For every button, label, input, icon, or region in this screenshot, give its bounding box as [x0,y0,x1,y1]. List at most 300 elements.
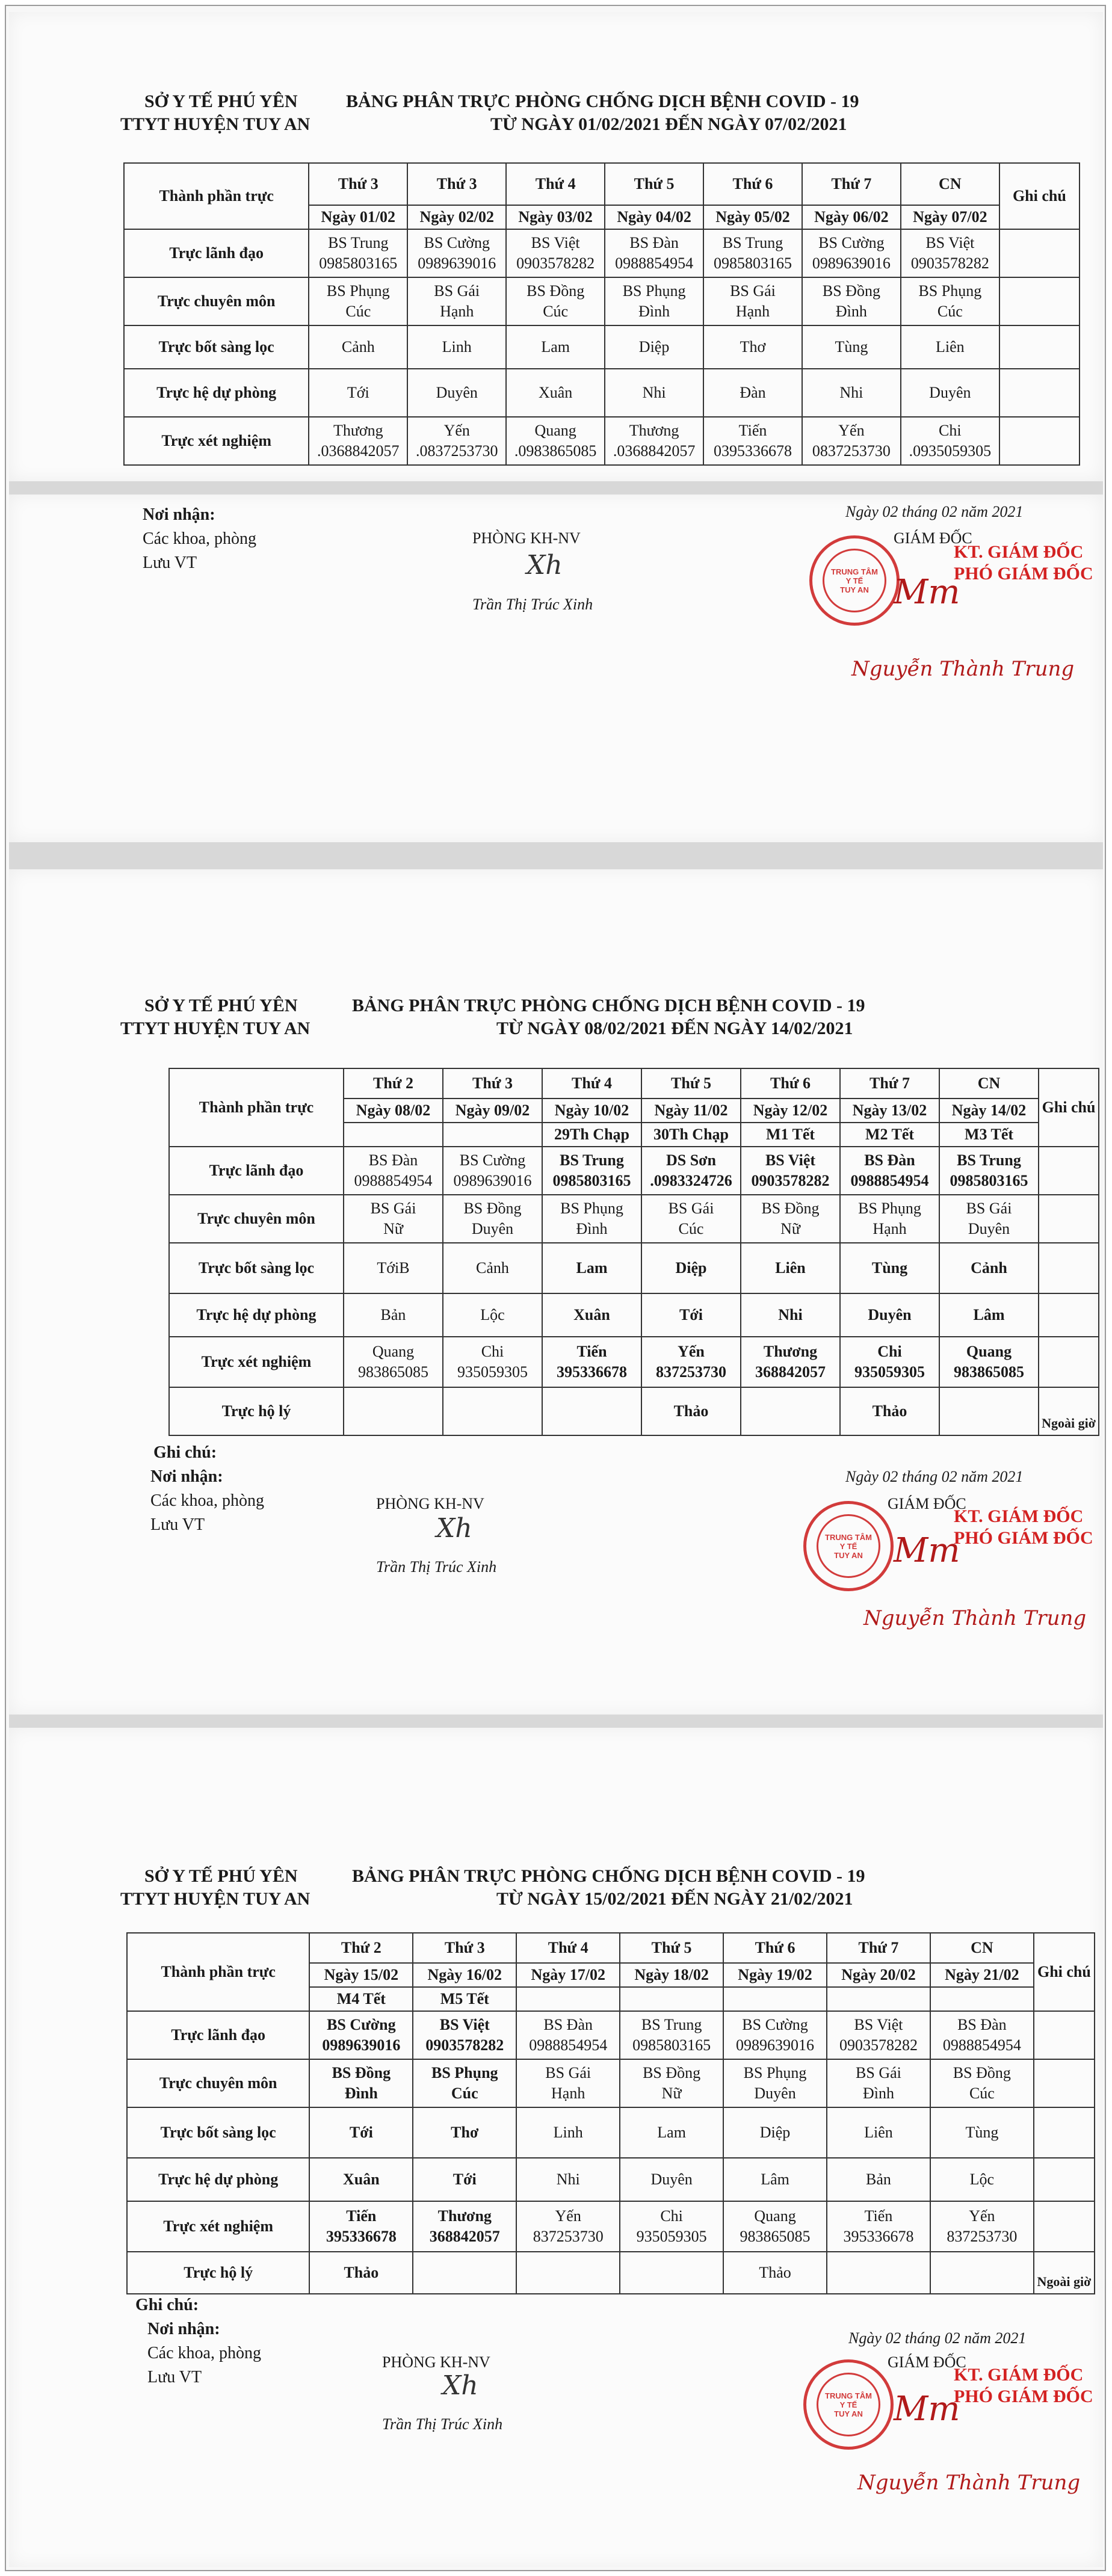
duty-cell-line: 0903578282 [425,2036,504,2054]
sheet3-footer-left [129,2293,261,2390]
sheet3-title-block [352,1865,865,1911]
duty-cell [605,277,703,325]
duty-cell-line: BS Trung [722,234,783,251]
duty-cell-line: Lộc [969,2171,995,2188]
note-cell [999,277,1080,325]
weekday-header: Thứ 4 [516,1933,620,1963]
duty-cell-line: Nữ [780,1220,800,1237]
duty-cell-line: Cảnh [476,1259,509,1277]
duty-role-label: Trực lãnh đạo [169,1147,344,1195]
duty-cell [723,2011,827,2059]
duty-cell-line: Yến [969,2207,995,2225]
duty-cell [620,2201,723,2252]
duty-cell-line: Tiến [576,1343,607,1360]
duty-cell-line: Yến [838,422,865,439]
duty-cell [641,1195,741,1243]
duty-cell-line: Lam [657,2124,686,2141]
giam-doc-label: GIÁM ĐỐC [888,1495,966,1512]
duty-cell-line: Duyên [929,384,971,401]
duty-cell [309,2201,413,2252]
duty-cell-line: 0903578282 [751,1172,830,1189]
duty-cell [939,1195,1039,1243]
note-cell [1039,1195,1099,1243]
duty-role-label: Trực hộ lý [169,1387,344,1435]
duty-cell-line: Xuân [538,384,573,401]
duty-role-label: Trực xét nghiệm [169,1337,344,1387]
holiday-label [827,1987,930,2011]
duty-cell [930,2011,1034,2059]
weekday-header: Thứ 2 [309,1933,413,1963]
document-title: BẢNG PHÂN TRỰC PHÒNG CHỐNG DỊCH BỆNH COVID - 19 [352,1866,865,1886]
duty-cell-line: Quang [372,1343,415,1360]
noi-nhan-label: Nơi nhận: [150,1467,223,1486]
duty-cell [344,1387,443,1435]
note-cell [1034,2011,1095,2059]
date-header: Ngày 05/02 [703,205,802,229]
duty-cell [620,2158,723,2201]
duty-cell-line: Thơ [740,338,766,356]
duty-cell-line: BS Trung [641,2016,702,2033]
duty-cell [930,2107,1034,2158]
holiday-label: 30Th Chạp [641,1123,741,1147]
duty-cell-line: 0989639016 [812,254,891,272]
recipient-2: Lưu VT [143,553,197,572]
note-cell [999,369,1080,417]
duty-cell [542,1387,641,1435]
date-header: Ngày 03/02 [506,205,605,229]
sheet1-org-header [120,90,310,136]
duty-cell [506,369,605,417]
signed-date: Ngày 02 tháng 02 năm 2021 [845,1468,1024,1485]
duty-role-label: Trực hộ lý [127,2252,309,2294]
duty-cell-line: BS Cường [327,2016,396,2033]
duty-cell [309,2252,413,2294]
duty-cell [605,325,703,369]
duty-cell-line: Cúc [345,303,371,320]
duty-cell [413,2107,516,2158]
duty-cell-line: 983865085 [358,1363,428,1381]
duty-role-label: Trực bốt sàng lọc [127,2107,309,2158]
duty-cell [939,1293,1039,1337]
date-header: Ngày 11/02 [641,1098,741,1123]
recipient-2: Lưu VT [147,2368,202,2386]
duty-cell-line: Hạnh [735,303,770,320]
page-divider [9,842,1103,869]
duty-cell-line: Đình [576,1220,608,1237]
duty-cell [840,1195,939,1243]
date-header: Ngày 21/02 [930,1963,1034,1987]
duty-cell [605,417,703,465]
duty-row [169,1387,1099,1435]
duty-cell [407,417,506,465]
duty-cell [407,229,506,277]
duty-cell-line: BS Đồng [527,282,585,300]
duty-cell [407,277,506,325]
dept-label: PHÒNG KH-NV [472,529,581,547]
note-cell [999,229,1080,277]
duty-row [127,2011,1095,2059]
duty-cell-line: 0837253730 [812,442,891,460]
duty-cell-line: 837253730 [533,2228,604,2245]
duty-cell-line: Thương [763,1343,818,1360]
duty-cell [344,1147,443,1195]
org-line2: TTYT HUYỆN TUY AN [120,114,310,134]
duty-cell [309,369,407,417]
duty-cell-line: Yến [555,2207,581,2225]
duty-cell-line: 983865085 [954,1363,1024,1381]
giam-doc-label: GIÁM ĐỐC [894,529,972,547]
weekday-header: Thứ 7 [840,1068,939,1098]
weekday-header: Thứ 3 [309,163,407,205]
duty-cell-line: Đình [638,303,670,320]
duty-cell [443,1387,542,1435]
duty-cell [620,2059,723,2107]
duty-cell [723,2158,827,2201]
duty-cell [309,277,407,325]
duty-cell [802,229,901,277]
duty-cell [901,369,999,417]
duty-cell-line: BS Phụng [743,2064,807,2081]
sheet2-page [9,869,1103,1715]
duty-cell-line: Diệp [759,2124,791,2141]
duty-cell-line: .0983865085 [514,442,597,460]
duty-cell-line: Hạnh [873,1220,907,1237]
duty-cell-line: Yến [443,422,470,439]
note-cell [999,325,1080,369]
duty-cell [723,2059,827,2107]
duty-cell [542,1293,641,1337]
duty-cell-line: 983865085 [740,2228,811,2245]
duty-cell-line: Linh [442,338,472,356]
duty-cell-line: BS Gái [856,2064,901,2081]
duty-cell-line: 0989639016 [418,254,496,272]
duty-cell [827,2252,930,2294]
header-row [127,1933,1095,1963]
duty-cell-line: 0985803165 [319,254,398,272]
duty-cell [542,1147,641,1195]
duty-cell [901,229,999,277]
page-divider [9,481,1103,495]
duty-cell-line: BS Cường [459,1151,526,1169]
duty-cell-line: Thương [333,422,383,439]
duty-cell [620,2252,723,2294]
duty-cell-line: BS Gái [434,282,480,300]
duty-cell-line: BS Đồng [643,2064,701,2081]
weekday-header: Thứ 3 [407,163,506,205]
weekday-header: CN [930,1933,1034,1963]
duty-cell [939,1147,1039,1195]
kt-block: KT. GIÁM ĐỐC PHÓ GIÁM ĐỐC [954,1506,1093,1548]
holiday-label [930,1987,1034,2011]
duty-cell [516,2158,620,2201]
note-cell [999,417,1080,465]
duty-cell-line: BS Trung [328,234,389,251]
duty-cell [413,2059,516,2107]
director-signature: Mm [894,1531,960,1570]
date-header: Ngày 14/02 [939,1098,1039,1123]
duty-cell [309,325,407,369]
duty-cell-line: Tùng [965,2124,999,2141]
duty-cell [723,2252,827,2294]
duty-cell-line: Duyên [650,2171,693,2188]
duty-cell [703,229,802,277]
duty-cell-line: Hạnh [551,2085,585,2102]
duty-cell-line: Liên [775,1259,806,1277]
note-cell [1034,2059,1095,2107]
holiday-label [443,1123,542,1147]
duty-cell-line: Thảo [344,2264,379,2281]
duty-cell [641,1387,741,1435]
duty-cell-line: BS Phụng [560,1200,623,1217]
duty-cell-line: 0985803165 [632,2036,711,2054]
duty-cell-line: Nhi [556,2171,580,2188]
duty-cell-line: 0903578282 [516,254,595,272]
holiday-label: M1 Tết [741,1123,840,1147]
noi-nhan-label: Nơi nhận: [147,2320,220,2338]
duty-cell-line: Lam [576,1259,608,1277]
duty-cell [802,325,901,369]
period-range: TỪ NGÀY 01/02/2021 ĐẾN NGÀY 07/02/2021 [490,114,847,134]
note-cell [1039,1243,1099,1293]
note-header: Ghi chú [999,163,1080,229]
org-line1: SỞ Y TẾ PHÚ YÊN [144,1866,298,1886]
duty-cell-line: BS Đàn [368,1151,418,1169]
weekday-header: CN [901,163,999,205]
duty-cell [723,2201,827,2252]
duty-cell-line: Tới [347,384,369,401]
duty-cell-line: Quang [754,2207,796,2225]
duty-cell-line: Đình [344,2085,378,2102]
weekday-header: CN [939,1068,1039,1098]
duty-cell-line: BS Việt [765,1151,816,1169]
weekday-header: Thứ 5 [641,1068,741,1098]
duty-cell-line: BS Gái [730,282,776,300]
duty-cell [506,325,605,369]
duty-cell [802,417,901,465]
official-seal: TRUNG TÂM Y TẾ TUY AN [809,535,900,626]
duty-cell [723,2107,827,2158]
duty-row [169,1293,1099,1337]
duty-cell [641,1337,741,1387]
duty-cell-line: BS Đồng [463,1200,522,1217]
duty-cell [901,277,999,325]
duty-cell [620,2011,723,2059]
date-header: Ngày 20/02 [827,1963,930,1987]
duty-cell-line: Bản [866,2171,891,2188]
duty-cell [827,2011,930,2059]
duty-cell [344,1293,443,1337]
duty-cell [407,325,506,369]
duty-row [127,2107,1095,2158]
duty-role-label: Trực bốt sàng lọc [124,325,309,369]
weekday-header: Thứ 4 [506,163,605,205]
duty-cell [939,1243,1039,1293]
planner-signature: Xh [436,1513,472,1544]
duty-cell-line: Chi [481,1343,504,1360]
duty-cell-line: 0985803165 [950,1172,1028,1189]
duty-cell-line: BS Đồng [761,1200,820,1217]
weekday-header: Thứ 3 [443,1068,542,1098]
duty-cell-line: BS Đàn [957,2016,1007,2033]
duty-cell [930,2158,1034,2201]
kt-line2: PHÓ GIÁM ĐỐC [954,564,1093,584]
duty-role-label: Trực hệ dự phòng [124,369,309,417]
duty-cell-line: 395336678 [843,2228,914,2245]
page-divider [9,1715,1103,1728]
official-seal: TRUNG TÂM Y TẾ TUY AN [803,2359,894,2450]
duty-cell-line: BS Đồng [953,2064,1011,2081]
weekday-header: Thứ 4 [542,1068,641,1098]
holiday-label: M4 Tết [309,1987,413,2011]
duty-role-label: Trực xét nghiệm [127,2201,309,2252]
duty-cell-line: BS Gái [370,1200,416,1217]
duty-cell-line: 935059305 [636,2228,707,2245]
duty-cell-line: Cúc [969,2085,995,2102]
duty-row [124,277,1080,325]
duty-cell [840,1147,939,1195]
duty-role-label: Trực xét nghiệm [124,417,309,465]
duty-cell [344,1337,443,1387]
duty-cell-line: BS Gái [545,2064,592,2081]
holiday-label [344,1123,443,1147]
duty-cell [413,2252,516,2294]
duty-cell [827,2158,930,2201]
duty-row [127,2252,1095,2294]
duty-cell-line: Diệp [638,338,670,356]
duty-cell-line: 0989639016 [322,2036,401,2054]
date-header: Ngày 10/02 [542,1098,641,1123]
duty-row [169,1243,1099,1293]
duty-cell-line: Cúc [543,303,569,320]
duty-cell [506,229,605,277]
duty-cell-line: 0903578282 [910,254,989,272]
holiday-label: M2 Tết [840,1123,939,1147]
recipient-1: Các khoa, phòng [147,2344,261,2362]
duty-cell-line: 0985803165 [552,1172,631,1189]
duty-cell-line: 935059305 [854,1363,925,1381]
duty-cell-line: Duyên [471,1220,514,1237]
duty-cell-line: BS Cường [742,2016,808,2033]
duty-cell-line: Thảo [673,1402,709,1420]
duty-cell [542,1243,641,1293]
kt-block: KT. GIÁM ĐỐC PHÓ GIÁM ĐỐC [954,2365,1093,2406]
holiday-label: 29Th Chạp [542,1123,641,1147]
duty-cell-line: 837253730 [656,1363,726,1381]
duty-cell-line: 935059305 [457,1363,528,1381]
duty-cell-line: Lâm [973,1306,1005,1323]
sheet3-schedule-table [126,1932,1095,2294]
org-line2: TTYT HUYỆN TUY AN [120,1018,310,1038]
duty-cell-line: 0988854954 [850,1172,929,1189]
duty-cell [516,2107,620,2158]
director-name: Nguyễn Thành Trung [851,657,1075,681]
duty-cell [901,417,999,465]
duty-cell [741,1337,840,1387]
duty-cell-line: Lộc [480,1306,505,1323]
duty-cell-line: BS Trung [957,1151,1021,1169]
weekday-header: Thứ 2 [344,1068,443,1098]
duty-cell-line: Cảnh [341,338,375,356]
duty-cell-line: Thảo [759,2264,791,2281]
duty-cell [741,1387,840,1435]
duty-cell-line: BS Phụng [622,282,686,300]
duty-cell-line: Chi [939,422,962,439]
duty-cell-line: Tới [349,2124,373,2141]
holiday-label: M3 Tết [939,1123,1039,1147]
duty-cell-line: Duyên [436,384,478,401]
duty-cell [840,1337,939,1387]
duty-cell [641,1293,741,1337]
duty-cell-line: 0988854954 [354,1172,433,1189]
sheet3-org-header [120,1865,310,1911]
duty-cell [443,1293,542,1337]
date-header: Ngày 17/02 [516,1963,620,1987]
duty-cell [413,2158,516,2201]
note-header: Ghi chú [1039,1068,1099,1147]
sheet2-footer-left [141,1441,264,1537]
duty-role-label: Trực chuyên môn [127,2059,309,2107]
duty-cell-line: Lâm [761,2171,789,2188]
duty-row [124,417,1080,465]
director-signature: Mm [894,2390,960,2429]
holiday-label [516,1987,620,2011]
note-cell: Ngoài giờ [1039,1387,1099,1435]
duty-cell-line: 368842057 [755,1363,826,1381]
duty-cell-line: Quang [966,1343,1012,1360]
planner-name: Trần Thị Trúc Xinh [382,2415,503,2433]
duty-cell [741,1243,840,1293]
duty-cell-line: Tiến [864,2207,893,2225]
duty-cell [840,1293,939,1337]
duty-cell-line: Diệp [675,1259,707,1277]
duty-cell [542,1337,641,1387]
duty-cell [827,2059,930,2107]
col-header: Thành phần trực [127,1933,309,2011]
duty-cell [939,1337,1039,1387]
duty-cell-line: Tùng [871,1259,908,1277]
duty-cell-line: Chi [877,1343,902,1360]
header-row [169,1068,1099,1098]
duty-cell-line: BS Trung [560,1151,624,1169]
date-header: Ngày 19/02 [723,1963,827,1987]
duty-cell-line: Thương [629,422,679,439]
note-cell [1039,1337,1099,1387]
duty-cell-line: Bản [380,1306,406,1323]
duty-cell-line: Tiến [346,2207,377,2225]
duty-row [124,229,1080,277]
duty-cell [443,1195,542,1243]
duty-role-label: Trực bốt sàng lọc [169,1243,344,1293]
duty-cell-line: BS Đàn [864,1151,915,1169]
period-range: TỪ NGÀY 08/02/2021 ĐẾN NGÀY 14/02/2021 [496,1018,853,1038]
duty-cell-line: Liên [936,338,965,356]
org-line1: SỞ Y TẾ PHÚ YÊN [144,996,298,1015]
duty-cell-line: BS Phụng [326,282,390,300]
duty-cell-line: 395336678 [326,2228,397,2245]
duty-cell-line: Lam [541,338,570,356]
signed-date: Ngày 02 tháng 02 năm 2021 [845,503,1024,520]
duty-cell-line: 368842057 [429,2228,500,2245]
weekday-header: Thứ 5 [620,1933,723,1963]
duty-cell [443,1243,542,1293]
duty-cell [516,2011,620,2059]
duty-cell-line: Tùng [835,338,868,356]
duty-cell [309,2107,413,2158]
duty-role-label: Trực lãnh đạo [124,229,309,277]
official-seal: TRUNG TÂM Y TẾ TUY AN [803,1501,894,1591]
duty-cell-line: BS Cường [424,234,490,251]
duty-row [127,2201,1095,2252]
